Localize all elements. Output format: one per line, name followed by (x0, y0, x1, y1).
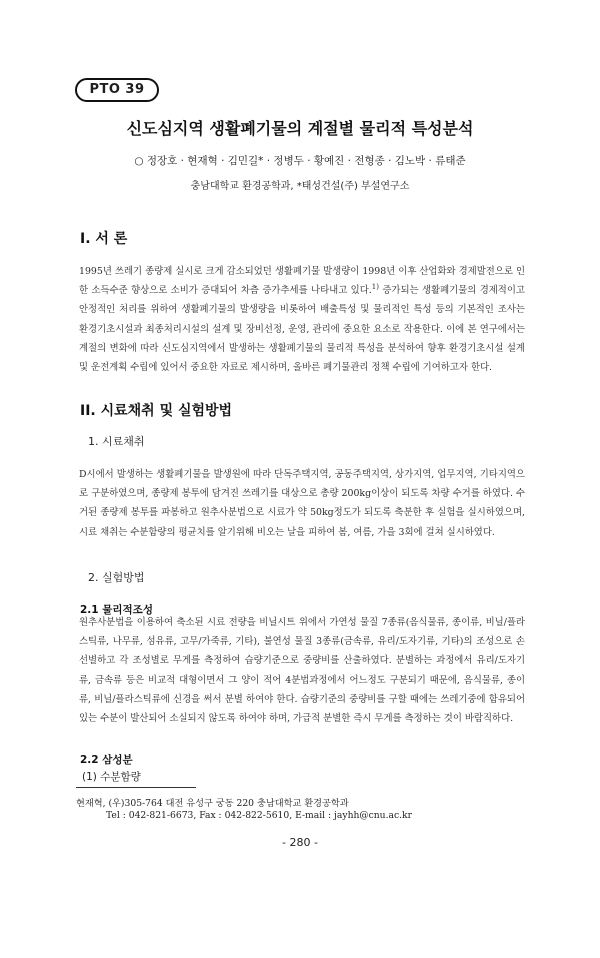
page-number: - 280 - (282, 836, 318, 849)
introduction-paragraph (79, 262, 525, 377)
section-heading-introduction: I. 서 론 (80, 231, 128, 247)
sampling-paragraph: D시에서 발생하는 생활폐기물을 발생원에 따라 단독주택지역, 공동주택지역, 상가지역, 업무지역, 기타지역으로 구분하였으며, 종량제 봉투에 담겨진 쓰레기를 대상으로 총량 200kg이상이 되도록 차량 수거를 하였다. 수거된 종량제 봉투를 파봉하고 원추사분법으로 시료가 약 50kg정도가 되도록 축분한 후 실험을 실시하였으며, 시료 채취는 수분함량의 평균치를 알기위해 비오는 날을 피하여 봄, 여름, 가을 3회에 걸쳐 실시하였다. (79, 469, 525, 538)
paper-title: 신도심지역 생활폐기물의 계절별 물리적 특성분석 (126, 119, 474, 138)
footnote-contact: Tel : 042-821-6673, Fax : 042-822-5610, E-mail : jayhh@cnu.ac.kr (106, 810, 413, 821)
affiliation: 충남대학교 환경공학과, *태성건설(주) 부설연구소 (190, 181, 410, 192)
footnote-address: 현재혁, (우)305-764 대전 유성구 궁동 220 충남대학교 환경공학과 (76, 798, 349, 809)
footnote-reference: 1) (371, 283, 379, 292)
footnote-divider (76, 787, 196, 788)
intro-text-part1: 1995년 쓰레기 종량제 실시로 크게 감소되었던 생활폐기물 발생량이 1998년 이후 산업화와 경제발전으로 인한 소득수준 향상으로 소비가 증대되어 차츰 증가추세를 나타내고 있다. (79, 266, 525, 297)
item-moisture-content: (1) 수분함량 (82, 771, 141, 783)
subsection-heading-sampling: 1. 시료채취 (88, 435, 145, 448)
physical-composition-paragraph: 원추사분법을 이용하여 축소된 시료 전량을 비닐시트 위에서 가연성 물질 7종류(음식물류, 종이류, 비닐/플라스틱류, 나무류, 섬유류, 고무/가죽류, 기타), 불연성 물질 3종류(금속류, 유리/도자기류, 기타)의 조성으로 손선별하고 각 조성별로 무게를 측정하여 습량기준으로 중량비를 산출하였다. 분별하는 과정에서 유리/도자기류, 금속류 등은 비교적 대형이면서 그 양이 적어 4분법과정에서 어느정도 구분되기 때문에, 음식물류, 종이류, 비닐/플라스틱류에 신경을 써서 분별 하여야 한다. 습량기준의 중량비를 구할 때에는 쓰레기중에 함유되어 있는 수분이 발산되어 소실되지 않도록 하여야 하며, 가급적 분별한 즉시 무게를 측정하는 것이 바람직하다. (79, 617, 525, 725)
section-heading-methods: II. 시료채취 및 실험방법 (80, 403, 233, 419)
poster-id-badge: PTO 39 (75, 78, 159, 102)
subsection-heading-physical-composition: 2.1 물리적조성 (80, 604, 153, 616)
subsection-heading-three-components: 2.2 삼성분 (80, 754, 133, 766)
intro-text-part2: 증가되는 생활폐기물의 경제적이고 안정적인 처리를 위하여 생활폐기물의 발생량을 비롯하여 배출특성 및 물리적인 특성 등의 기본적인 조사는 환경기초시설과 최종처리시설의 설계 및 장비선정, 운영, 관리에 중요한 요소로 작용한다. 이에 본 연구에서는 계절의 변화에 따라 신도심지역에서 발생하는 생활폐기물의 물리적 특성을 분석하여 향후 환경기초시설 설계 및 운전계획 수립에 있어서 중요한 자료로 제시하며, 올바른 폐기물관리 정책 수립에 기여하고자 한다. (79, 285, 525, 374)
author-list: ○ 정장호 · 현재혁 · 김민길* · 정병두 · 황예진 · 전형종 · 김노박 · 류태준 (134, 155, 466, 167)
subsection-heading-experiment: 2. 실험방법 (88, 571, 145, 584)
